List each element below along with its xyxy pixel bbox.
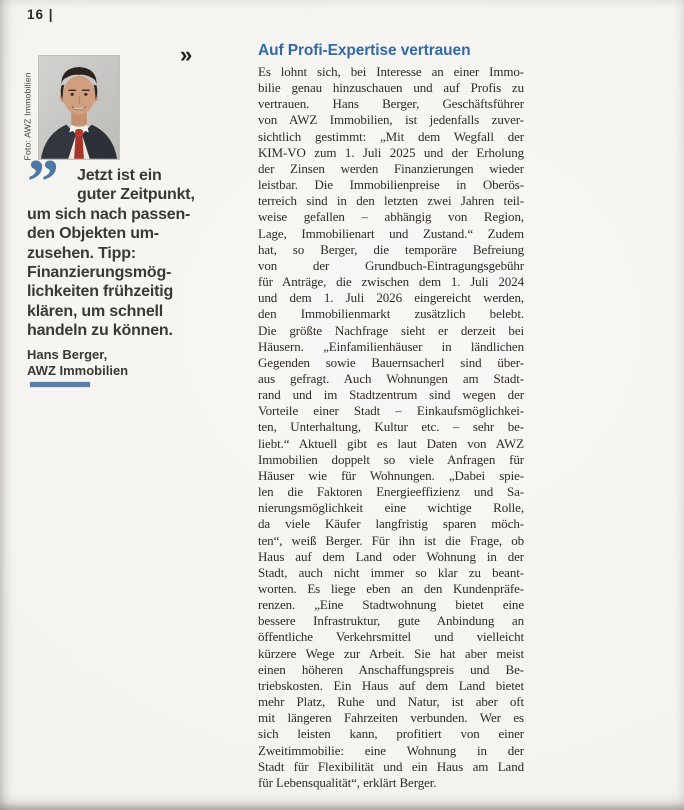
text-line: leistbar. Die Immobilienpreise in Oberös- xyxy=(258,177,524,193)
text-line: Lage, Immobilienart und Zustand.“ Zudem xyxy=(258,225,524,241)
text-line: worten. Es liege eben an den Kundenpräfe- xyxy=(258,581,524,596)
text-line: Die größte Nachfrage sieht er derzeit bei xyxy=(258,322,524,338)
text-line: von AWZ Immobilien, ist jedenfalls zuver- xyxy=(258,112,524,128)
text-line: den Immobilienmarkt zusätzlich belebt. xyxy=(258,306,524,322)
text-line: Es lohnt sich, bei Interesse an einer Immo- xyxy=(258,64,524,79)
text-line: ten“, weiß Berger. Für ihn ist die Frage, ob xyxy=(258,532,524,548)
page-number: 16 | xyxy=(27,7,54,22)
text-line: guter Zeitpunkt, xyxy=(77,186,195,204)
text-line: Finanzierungsmög- xyxy=(27,264,172,282)
text-line: um sich nach passen- xyxy=(27,205,191,223)
quote-icon: ” xyxy=(27,146,55,217)
accent-bar xyxy=(30,382,90,387)
text-line: und dem 1. Juli 2026 eingereicht werden, xyxy=(258,290,524,306)
text-line: mit längeren Fahrzeiten verbunden. Wer es xyxy=(258,710,524,726)
text-line: bilie genau hinzuschauen und auf Profis zu xyxy=(258,80,524,96)
text-line: bessere Infrastruktur, gute Anbindung an xyxy=(258,613,524,629)
text-line: triebskosten. Ein Haus auf dem Land bietet xyxy=(258,677,524,693)
pull-quote xyxy=(27,146,199,341)
text-line: terreich sind in den letzten zwei Jahren teil- xyxy=(258,193,524,209)
text-line: klären, um schnell xyxy=(27,302,164,320)
text-line: nierungsmöglichkeit eine wichtige Rolle, xyxy=(258,500,524,516)
portrait-illustration xyxy=(39,56,119,159)
text-line: mehr Platz, Ruhe und Natur, ist aber oft xyxy=(258,694,524,710)
text-line: Zweitimmobilie: eine Wohnung in der xyxy=(258,742,524,758)
text-line: den Objekten um- xyxy=(27,225,159,243)
text-line: handeln zu können. xyxy=(27,322,173,340)
text-line: renzen. „Eine Stadtwohnung bietet eine xyxy=(258,597,524,613)
text-line: liebt.“ Aktuell gibt es laut Daten von AWZ xyxy=(258,435,524,451)
text-line: Jetzt ist ein xyxy=(77,167,162,184)
photo-credit: Foto: AWZ Immobilien xyxy=(22,71,32,160)
text-line: hat, so Berger, die temporäre Befreiung xyxy=(258,241,524,257)
text-line: Vorteile einer Stadt – Einkaufsmöglichkei- xyxy=(258,403,524,419)
text-line: ten, Unterhaltung, Kultur etc. – sehr be- xyxy=(258,419,524,435)
text-line: Stadt für Flexibilität und ein Haus am Land xyxy=(258,758,524,774)
text-line: zusehen. Tipp: xyxy=(27,244,136,262)
text-line: Häusern. „Einfamilienhäuser in ländlichen xyxy=(258,338,524,354)
text-line: Gegenden sowie Bauernsacherl sind über- xyxy=(258,354,524,370)
text-line: len die Faktoren Energieeffizienz und Sa- xyxy=(258,484,524,500)
article-heading: Auf Profi-Expertise vertrauen xyxy=(258,42,471,59)
text-line: von der Grundbuch-Eintragungsgebühr xyxy=(258,257,524,273)
text-line: für Anträge, die zwischen dem 1. Juli 2024 xyxy=(258,274,524,290)
text-line: sichtlich gestimmt: „Mit dem Wegfall der xyxy=(258,128,524,144)
text-line: Stadt, auch nicht immer so klar zu beant- xyxy=(258,564,524,580)
text-line: rand und im Stadtzentrum sind wegen der xyxy=(258,387,524,403)
text-line: einen höheren Anschaffungspreis und Be- xyxy=(258,661,524,677)
text-line: vertrauen. Hans Berger, Geschäftsführer xyxy=(258,96,524,112)
text-line: kürzere Wege zur Arbeit. Sie hat aber meist xyxy=(258,645,524,661)
text-line: aus gefragt. Auch Wohnungen am Stadt- xyxy=(258,370,524,386)
text-line: der Zinsen werden Finanzierungen wieder xyxy=(258,160,524,176)
double-chevron-icon: » xyxy=(180,42,193,67)
text-line: da viele Käufer langfristig sparen möch- xyxy=(258,516,524,532)
text-line: lichkeiten frühzeitig xyxy=(27,283,174,301)
text-line: weise gefallen – abhängig von Region, xyxy=(258,209,524,225)
article-body xyxy=(258,64,524,791)
quote-attribution xyxy=(27,347,128,379)
text-line: Häuser wie für Wohnungen. „Dabei spie- xyxy=(258,467,524,483)
text-line: AWZ Immobilien xyxy=(27,363,129,378)
portrait-photo xyxy=(38,55,120,160)
text-line: Haus auf dem Land oder Wohnung in der xyxy=(258,548,524,564)
text-line: öffentliche Verkehrsmittel und vielleicht xyxy=(258,629,524,645)
text-line: sich leisten kann, profitiert von einer xyxy=(258,726,524,742)
text-line: Immobilien doppelt so viele Anfragen für xyxy=(258,451,524,467)
text-line: Hans Berger, xyxy=(27,347,108,362)
text-line: KIM-VO zum 1. Juli 2025 und der Erholung xyxy=(258,144,524,160)
text-line: für Lebensqualität“, erklärt Berger. xyxy=(258,774,437,790)
